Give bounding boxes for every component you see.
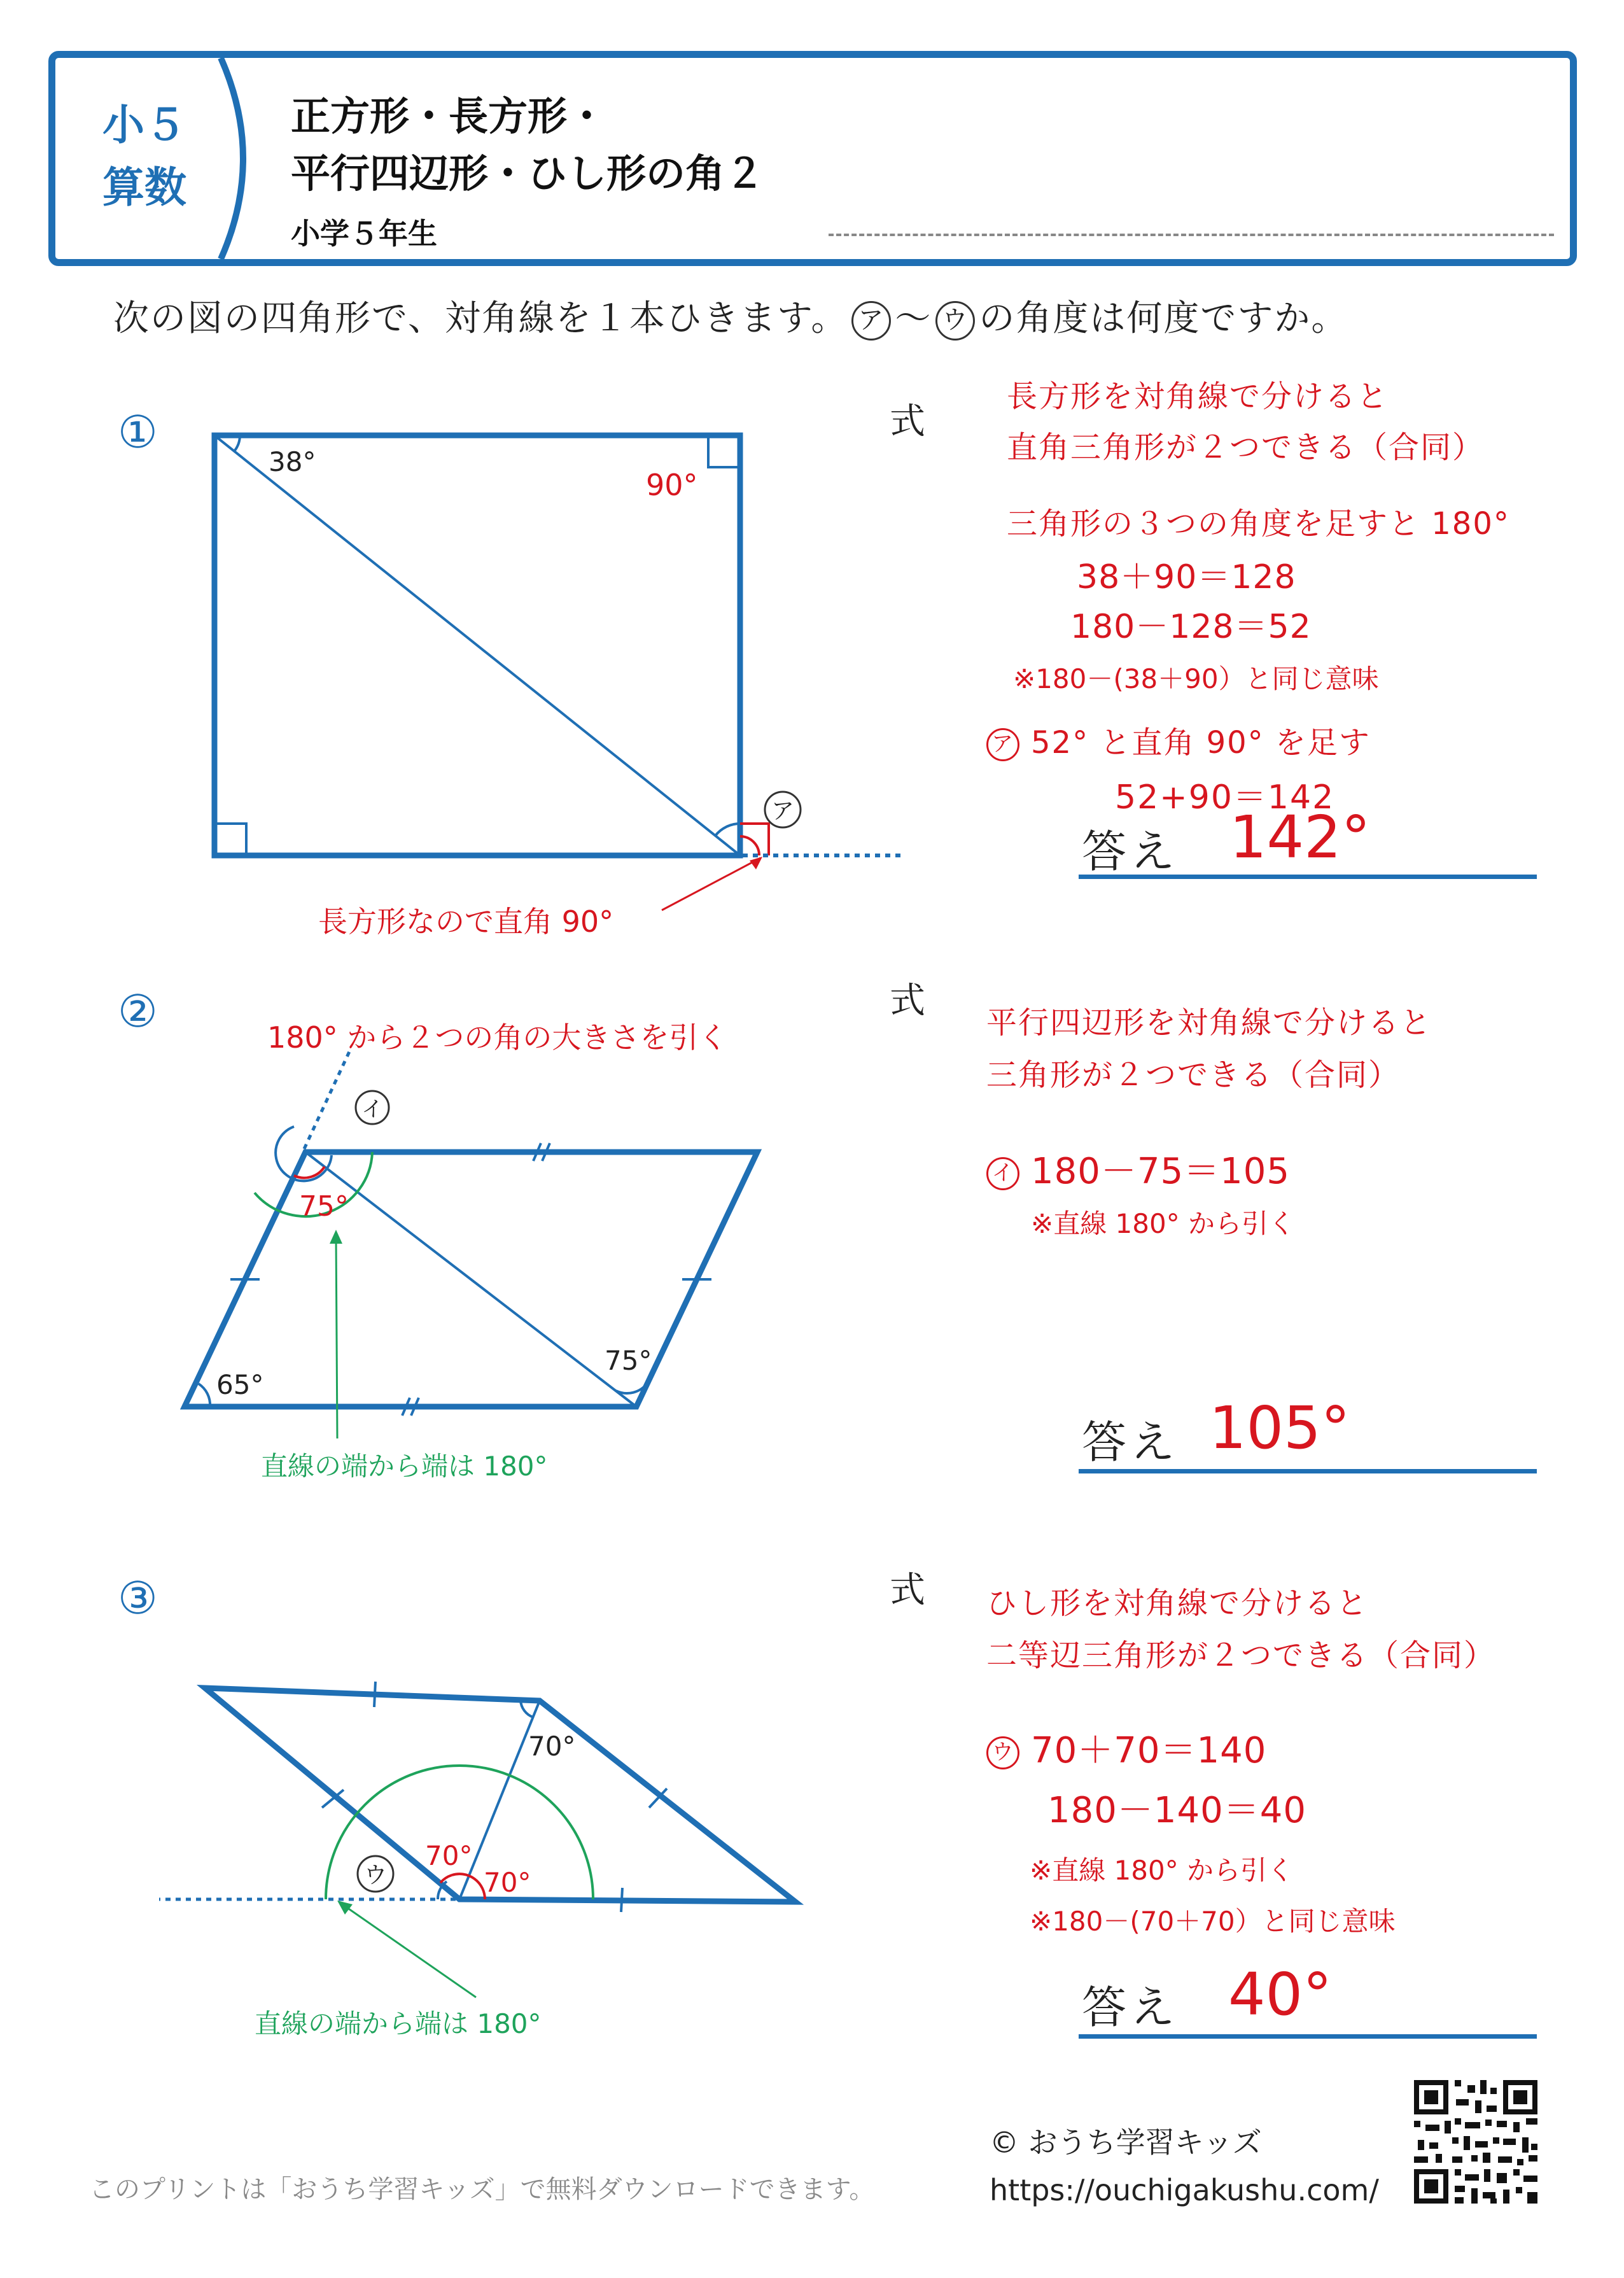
step-mark-a: ア — [986, 728, 1019, 761]
footer-url[interactable]: https://ouchigakushu.com/ — [990, 2173, 1379, 2207]
problem-2-figure — [0, 993, 923, 1502]
problem-1-exp-3: 三角形の３つの角度を足すと 180° — [1007, 506, 1510, 542]
problem-2-answer: 105° — [1209, 1394, 1350, 1462]
green-arrow-line — [342, 1904, 476, 1997]
angle-label-b: 65° — [216, 1369, 264, 1400]
problem-3-note-1: ※直線 180° から引く — [1030, 1855, 1294, 1886]
tilde: 〜 — [895, 298, 932, 339]
title-line-1: 正方形・長方形・ — [291, 93, 607, 139]
problem-3-calc-2: 180－140＝40 — [1047, 1790, 1307, 1831]
step-mark-i: イ — [986, 1157, 1019, 1190]
circled-mark-u: ウ — [935, 301, 975, 341]
problem-3-number: ③ — [118, 1572, 158, 1624]
problem-3-note-2: ※180－(70＋70）と同じ意味 — [1030, 1906, 1396, 1937]
problem-3-exp-1: ひし形を対角線で分けると — [986, 1585, 1369, 1621]
instruction-text-end: の角度は何度ですか。 — [979, 298, 1348, 339]
angle-label-top: 70° — [528, 1731, 576, 1762]
problem-1-calc-1: 38＋90＝128 — [1077, 558, 1296, 596]
qr-code-icon — [1414, 2080, 1537, 2204]
top-note: 180° から２つの角の大きさを引く — [267, 1020, 728, 1055]
problem-1-step-calc: 52+90＝142 — [1115, 778, 1335, 817]
angle-label-38: 38° — [269, 446, 316, 477]
angle-label-90: 90° — [646, 468, 698, 502]
step-mark-u: ウ — [986, 1736, 1019, 1769]
note-arrow-head — [750, 857, 762, 869]
problem-1-note: ※180－(38＋90）と同じ意味 — [1013, 663, 1379, 694]
note-right-angle: 長方形なので直角 90° — [318, 904, 614, 939]
problem-2-answer-label: 答え — [1082, 1416, 1179, 1468]
problem-2-number: ② — [118, 985, 158, 1037]
problem-2-exp-1: 平行四辺形を対角線で分けると — [986, 1005, 1432, 1041]
problem-1-answer-line — [1079, 875, 1537, 879]
angle-arc-bottom-right — [715, 824, 740, 836]
footer-copyright: © おうち学習キッズ — [990, 2125, 1262, 2160]
footer-note: このプリントは「おうち学習キッズ」で無料ダウンロードできます。 — [89, 2175, 875, 2204]
problem-1-figure — [0, 0, 923, 980]
problem-1-exp-1: 長方形を対角線で分けると — [1007, 379, 1389, 414]
angle-label-c: 75° — [605, 1345, 652, 1376]
problem-3-shiki: 式 — [890, 1570, 925, 1611]
subject-label: 算数 — [102, 163, 186, 212]
angle-label-b: 70° — [484, 1867, 531, 1898]
problem-3-figure — [0, 1655, 923, 2049]
problem-1-exp-2: 直角三角形が２つできる（合同） — [1007, 430, 1485, 465]
right-angle-mark-bottom-left — [214, 824, 246, 855]
extension-dotted-line — [304, 1050, 350, 1149]
green-arrow-head — [330, 1230, 342, 1244]
bottom-note: 直線の端から端は 180° — [261, 1451, 548, 1482]
red-right-angle-mark — [740, 824, 769, 855]
angle-label-a: 75° — [299, 1190, 349, 1223]
diagonal — [305, 1152, 636, 1407]
green-arrow-line — [336, 1235, 337, 1438]
tick-bottom — [621, 1888, 622, 1912]
instruction-text: 次の図の四角形で、対角線を１本ひきます。 — [113, 298, 848, 339]
problem-1-step — [986, 718, 1371, 762]
angle-label-a: 70° — [425, 1840, 473, 1871]
right-angle-mark-top-right — [708, 435, 740, 467]
problem-2-exp-2: 三角形が２つできる（合同） — [986, 1057, 1401, 1093]
problem-3-answer-line — [1079, 2034, 1537, 2039]
problem-2-shiki: 式 — [890, 980, 925, 1022]
problem-2-note: ※直線 180° から引く — [1031, 1208, 1296, 1239]
problem-2-calc-1: 180－75＝105 — [1031, 1151, 1291, 1192]
grade-label: 小５ — [102, 101, 186, 150]
problem-1-calc-2: 180－128＝52 — [1070, 608, 1312, 646]
problem-1-step-text: 52° と直角 90° を足す — [1031, 725, 1371, 761]
problem-2-answer-line — [1079, 1469, 1537, 1473]
angle-arc-65 — [199, 1384, 210, 1407]
green-arrow-head — [337, 1901, 353, 1915]
mark-u-label: ウ — [363, 1862, 388, 1888]
problem-3-calc — [986, 1722, 1266, 1773]
problem-3-answer: 40° — [1228, 1960, 1333, 2028]
problem-3-exp-2: 二等辺三角形が２つできる（合同） — [986, 1638, 1496, 1673]
problem-1-answer: 142° — [1229, 803, 1371, 871]
problem-3-calc-1: 70＋70＝140 — [1031, 1730, 1267, 1771]
bottom-note: 直線の端から端は 180° — [255, 2008, 542, 2039]
problem-1-answer-label: 答え — [1082, 826, 1179, 878]
tick-top — [374, 1682, 375, 1707]
problem-1-shiki: 式 — [890, 401, 925, 442]
circled-mark-a: ア — [851, 301, 891, 341]
problem-2-calc — [986, 1143, 1290, 1194]
problem-3-answer-label: 答え — [1082, 1981, 1179, 2034]
title-line-2: 平行四辺形・ひし形の角２ — [291, 150, 765, 197]
mark-a-label: ア — [771, 798, 795, 824]
name-line — [829, 234, 1554, 236]
problem-1-number: ① — [118, 406, 158, 458]
note-arrow-line — [662, 858, 760, 910]
mark-i-label: イ — [361, 1097, 383, 1122]
subtitle: 小学５年生 — [291, 216, 437, 251]
